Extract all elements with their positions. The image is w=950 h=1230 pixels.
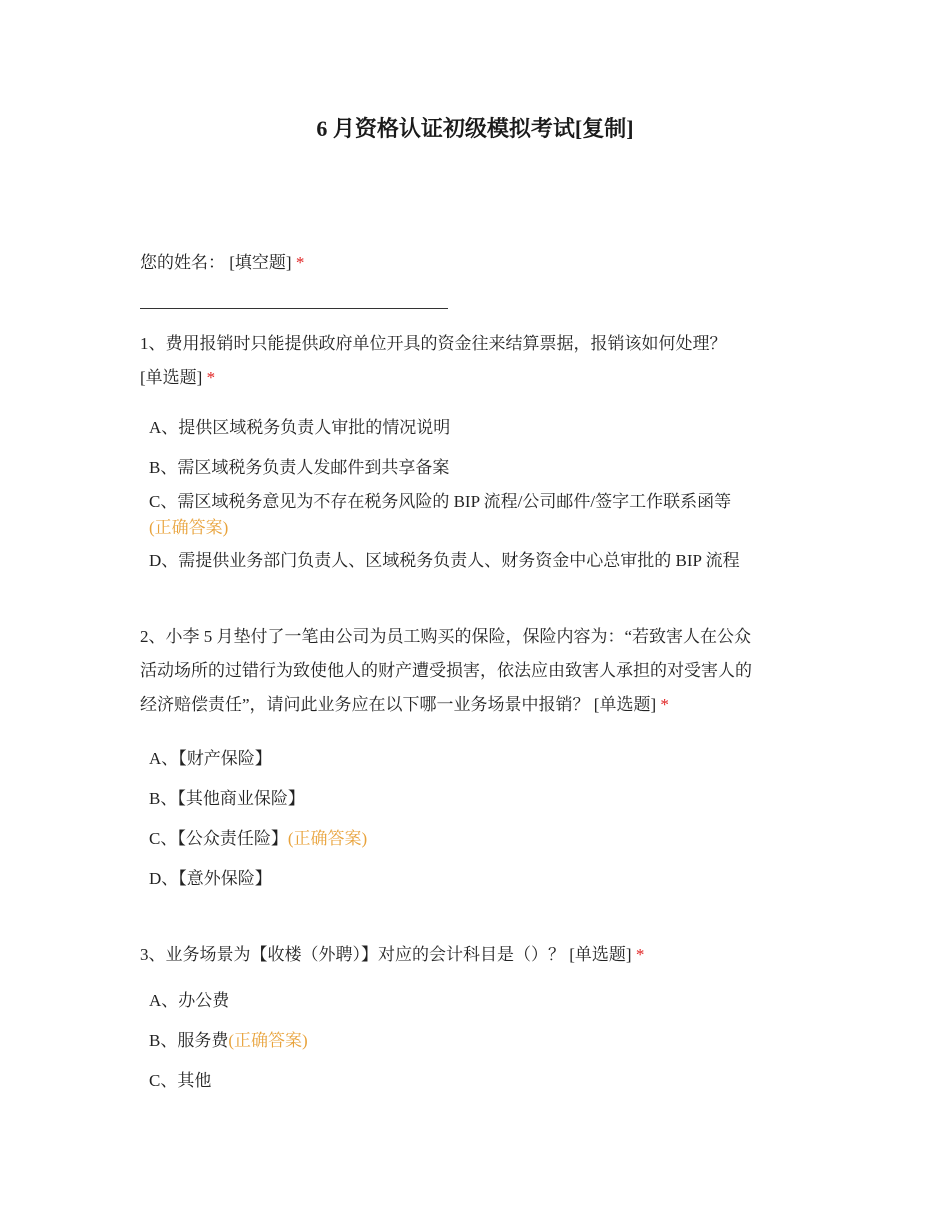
required-mark: * — [660, 695, 669, 714]
required-mark: * — [635, 945, 645, 964]
question-2 — [140, 620, 820, 722]
question-3-text: 3、业务场景为【收楼（外聘）】对应的会计科目是（）？ — [140, 945, 565, 964]
name-input[interactable] — [140, 308, 448, 309]
question-2-text-line3: 经济赔偿责任”，请问此业务应在以下哪一业务场景中报销？ — [140, 695, 590, 714]
question-2-text-line2: 活动场所的过错行为致使他人的财产遭受损害，依法应由致害人承担的对受害人的 — [140, 661, 752, 680]
q1-option-b[interactable]: B、需区域税务负责人发邮件到共享备案 — [149, 458, 450, 477]
correct-answer-mark: (正确答案) — [149, 518, 229, 537]
required-mark: * — [295, 253, 305, 272]
q2-option-a[interactable]: A、【财产保险】 — [149, 749, 272, 768]
question-type: [填空题] — [229, 253, 292, 272]
correct-answer-mark: (正确答案) — [287, 829, 368, 848]
q1-option-c[interactable]: C、需区域税务意见为不存在税务风险的 BIP 流程/公司邮件/签字工作联系函等 (正确答案) — [149, 492, 732, 537]
question-1-text: 1、费用报销时只能提供政府单位开具的资金往来结算票据，报销该如何处理？ — [140, 334, 727, 353]
question-2-text-line1: 2、小李 5 月垫付了一笔由公司为员工购买的保险，保险内容为：“若致害人在公众 — [140, 627, 752, 646]
q3-option-a[interactable]: A、办公费 — [149, 991, 230, 1010]
question-1-type: [单选题] — [140, 368, 203, 387]
question-2-type: [单选题] — [593, 695, 657, 714]
q2-option-d[interactable]: D、【意外保险】 — [149, 869, 272, 888]
q3-option-b[interactable]: B、服务费(正确答案) — [149, 1031, 308, 1050]
q2-option-b[interactable]: B、【其他商业保险】 — [149, 789, 305, 808]
q3-option-c[interactable]: C、其他 — [149, 1071, 212, 1090]
q2-option-c[interactable]: C、【公众责任险】(正确答案) — [149, 829, 368, 848]
question-1 — [140, 327, 820, 395]
name-question — [140, 246, 820, 280]
q1-option-d[interactable]: D、需提供业务部门负责人、区域税务负责人、财务资金中心总审批的 BIP 流程 — [149, 551, 740, 570]
q1-option-a[interactable]: A、提供区域税务负责人审批的情况说明 — [149, 418, 451, 437]
question-3 — [140, 938, 820, 972]
correct-answer-mark: (正确答案) — [228, 1031, 308, 1050]
question-3-type: [单选题] — [569, 945, 632, 964]
page-title: 6 月资格认证初级模拟考试[复制] — [316, 116, 634, 141]
required-mark: * — [206, 368, 216, 387]
name-label: 您的姓名： — [140, 253, 225, 272]
